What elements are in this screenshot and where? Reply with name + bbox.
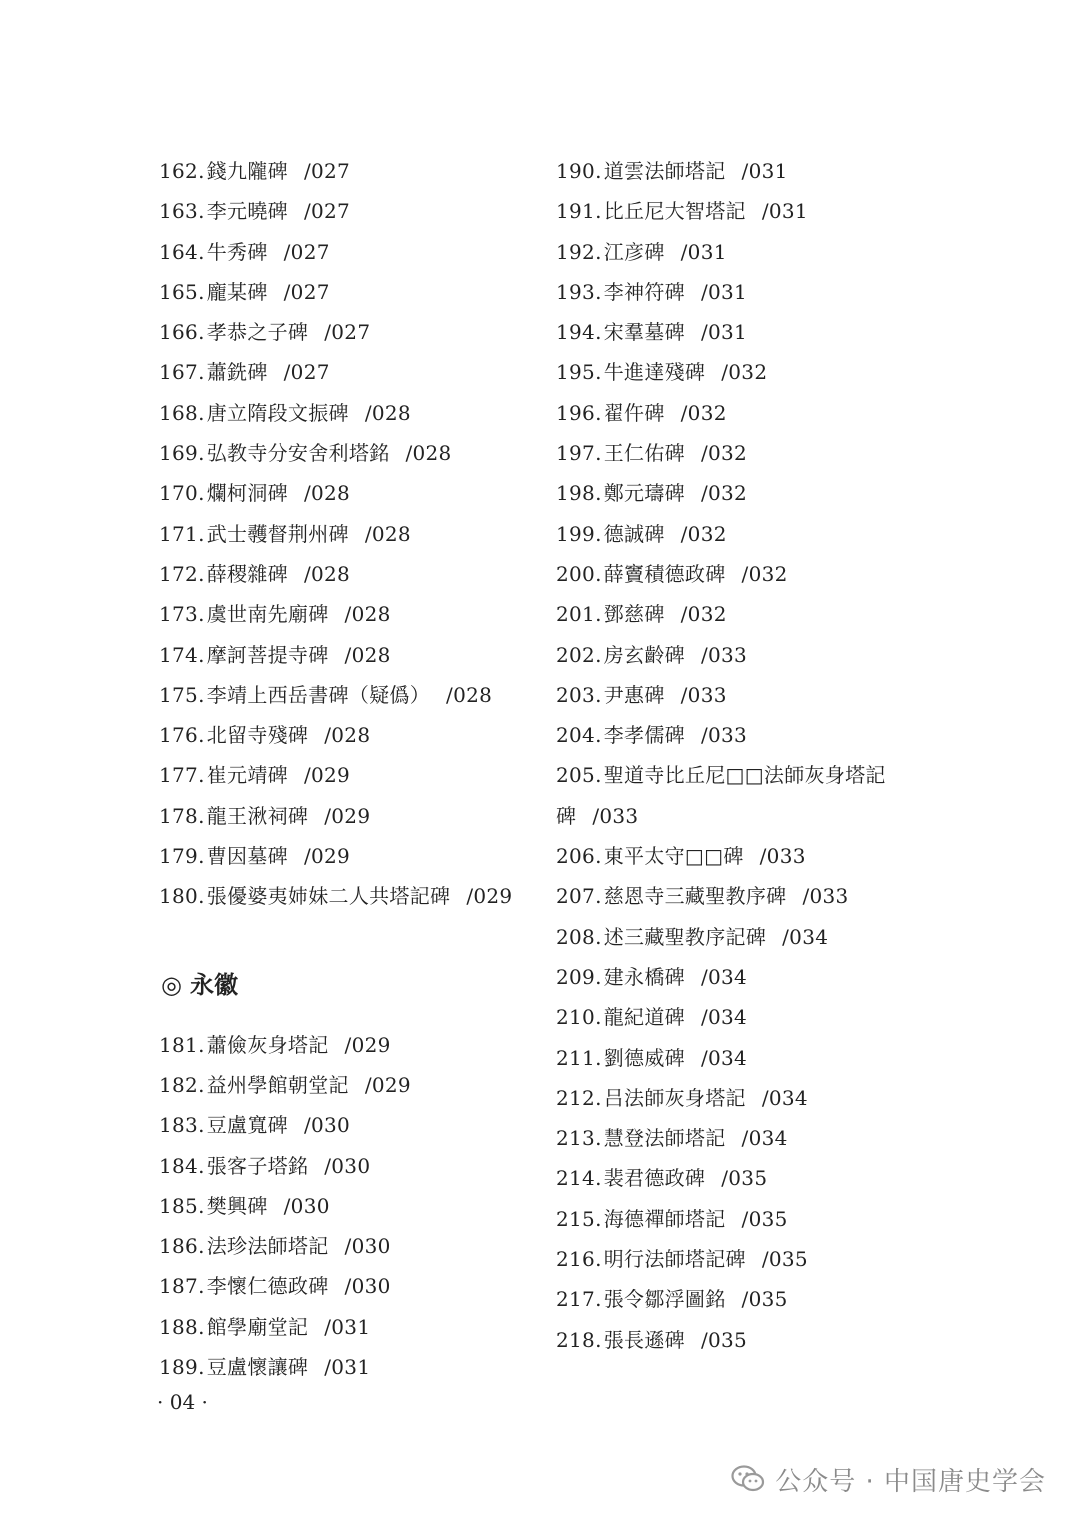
entry-title: 建永橋碑 <box>603 964 685 989</box>
entry-number: 199. <box>556 521 602 546</box>
entry-page: /035 <box>761 1247 808 1272</box>
entry-number: 212. <box>556 1085 602 1110</box>
toc-entry <box>556 878 936 918</box>
entry-title: 薛稷雜碑 <box>206 561 288 586</box>
toc-entry <box>159 354 539 394</box>
entry-page: /032 <box>680 602 727 627</box>
entry-title: 虞世南先廟碑 <box>206 602 329 627</box>
entry-page: /028 <box>364 400 411 425</box>
entry-title: 慧登法師塔記 <box>603 1126 726 1151</box>
entry-page: /032 <box>680 521 727 546</box>
toc-entry <box>159 1188 539 1228</box>
wechat-icon <box>731 1464 765 1494</box>
toc-entry <box>159 878 539 918</box>
section-spacer <box>159 919 539 965</box>
entry-page: /029 <box>466 884 513 909</box>
entry-page: /027 <box>303 159 351 183</box>
entry-page: /035 <box>721 1166 768 1191</box>
entry-title: 爛柯洞碑 <box>206 481 288 506</box>
entry-number: 165. <box>159 279 205 304</box>
entry-title: 錢九隴碑 <box>206 159 288 183</box>
entry-title: 龐某碑 <box>206 279 268 304</box>
entry-page: /031 <box>741 159 788 183</box>
toc-entry <box>159 637 539 677</box>
entry-title: 孝恭之子碑 <box>206 320 309 345</box>
toc-entry <box>159 395 539 435</box>
toc-entry <box>159 1309 539 1349</box>
entry-title: 武士彠督荆州碑 <box>206 521 349 546</box>
toc-entry <box>556 999 936 1039</box>
entry-title: 豆盧懷讓碑 <box>206 1355 309 1380</box>
toc-entry <box>556 153 936 193</box>
entry-title: 李懷仁德政碑 <box>206 1274 329 1299</box>
toc-entry <box>556 596 936 636</box>
entry-number: 208. <box>556 924 602 949</box>
entry-page: /032 <box>700 481 748 506</box>
toc-entry <box>556 717 936 757</box>
entry-number: 190. <box>556 159 602 183</box>
section-heading <box>161 965 539 1027</box>
entry-title: 吕法師灰身塔記 <box>603 1085 746 1110</box>
toc-entry <box>159 1067 539 1107</box>
toc-entry <box>159 596 539 636</box>
entry-number: 195. <box>556 360 602 385</box>
entry-title: 張客子塔銘 <box>206 1153 309 1178</box>
toc-entry <box>556 798 936 838</box>
entry-number: 215. <box>556 1206 602 1231</box>
toc-entry <box>159 314 539 354</box>
entry-list <box>159 1027 539 1390</box>
entry-number: 182. <box>159 1072 205 1097</box>
entry-title: 曹因墓碑 <box>206 844 288 869</box>
toc-entry <box>556 838 936 878</box>
entry-number: 201. <box>556 602 602 627</box>
entry-number: 200. <box>556 561 602 586</box>
toc-entry <box>556 475 936 515</box>
entry-number: 213. <box>556 1126 602 1151</box>
entry-page: /035 <box>700 1327 748 1352</box>
entry-page: /032 <box>680 400 727 425</box>
entry-number: 210. <box>556 1005 602 1030</box>
toc-entry <box>159 757 539 797</box>
entry-number: 175. <box>159 682 205 707</box>
toc-entry <box>556 677 936 717</box>
toc-entry <box>159 193 539 233</box>
entry-page: /033 <box>802 884 849 909</box>
entry-page: /032 <box>700 441 748 466</box>
toc-entry <box>556 274 936 314</box>
watermark <box>731 1458 1046 1500</box>
entry-title: 李元曉碑 <box>206 199 288 224</box>
entry-number: 177. <box>159 763 205 788</box>
toc-entry <box>159 556 539 596</box>
entry-page: /027 <box>283 239 330 264</box>
entry-page: /030 <box>344 1274 391 1299</box>
entry-title: 房玄齡碑 <box>603 642 685 667</box>
toc-entry <box>159 516 539 556</box>
toc-entry <box>556 395 936 435</box>
entry-page: /035 <box>741 1206 788 1231</box>
entry-number: 183. <box>159 1113 205 1138</box>
entry-number: 181. <box>159 1032 205 1057</box>
toc-entry <box>556 1241 936 1281</box>
section-mark: ◎ <box>161 970 182 999</box>
entry-page: /027 <box>324 320 371 345</box>
toc-entry <box>556 637 936 677</box>
entry-page: /034 <box>700 1045 748 1070</box>
toc-entry <box>159 838 539 878</box>
entry-title: 蕭儉灰身塔記 <box>206 1032 329 1057</box>
entry-number: 209. <box>556 964 602 989</box>
entry-title: 道雲法師塔記 <box>603 159 726 183</box>
entry-title: 鄭元璹碑 <box>603 481 685 506</box>
entry-page: /028 <box>344 602 391 627</box>
toc-entry <box>556 556 936 596</box>
entry-number: 170. <box>159 481 205 506</box>
left-column <box>159 153 539 1389</box>
toc-entry <box>159 1349 539 1389</box>
toc-entry <box>159 1148 539 1188</box>
entry-number: 189. <box>159 1355 205 1380</box>
entry-number: 179. <box>159 844 205 869</box>
entry-number: 205. <box>556 763 602 788</box>
entry-number: 176. <box>159 723 205 748</box>
entry-title: 李靖上西岳書碑（疑僞） <box>206 682 431 707</box>
entry-page: /029 <box>364 1072 411 1097</box>
entry-list <box>159 153 539 919</box>
entry-number: 193. <box>556 279 602 304</box>
entry-number: 162. <box>159 159 205 183</box>
entry-title: 牛進達殘碑 <box>603 360 706 385</box>
entry-title: 宋羣墓碑 <box>603 320 685 345</box>
entry-number: 186. <box>159 1234 205 1259</box>
entry-page: /028 <box>324 723 371 748</box>
entry-page: /028 <box>344 642 391 667</box>
watermark-text: 公众号 · 中国唐史学会 <box>775 1466 1046 1497</box>
toc-entry <box>556 234 936 274</box>
toc-entry <box>556 1201 936 1241</box>
toc-entry <box>159 153 539 193</box>
toc-entry <box>556 516 936 556</box>
entry-number: 171. <box>159 521 205 546</box>
toc-entry <box>556 435 936 475</box>
entry-title: 裴君德政碑 <box>603 1166 706 1191</box>
toc-entry <box>159 475 539 515</box>
entry-page: /034 <box>700 1005 748 1030</box>
toc-entry <box>556 959 936 999</box>
entry-page: /033 <box>680 682 727 707</box>
right-column <box>556 153 936 1362</box>
entry-number: 217. <box>556 1287 602 1312</box>
entry-page: /034 <box>761 1085 808 1110</box>
entry-page: /028 <box>446 682 493 707</box>
entry-number: 169. <box>159 441 205 466</box>
toc-entry <box>556 314 936 354</box>
page-number: · 04 · <box>157 1390 208 1414</box>
entry-title: 明行法師塔記碑 <box>603 1247 746 1272</box>
entry-title: 尹惠碑 <box>603 682 665 707</box>
entry-page: /030 <box>303 1113 351 1138</box>
entry-title: 碑 <box>556 803 577 828</box>
entry-page: /029 <box>324 803 371 828</box>
entry-number: 198. <box>556 481 602 506</box>
entry-page: /031 <box>761 199 808 224</box>
section-title: 永徽 <box>189 969 238 999</box>
entry-title: 崔元靖碑 <box>206 763 288 788</box>
toc-entry <box>159 1268 539 1308</box>
entry-title: 弘教寺分安舍利塔銘 <box>206 441 390 466</box>
toc-entry <box>556 1120 936 1160</box>
entry-page: /034 <box>741 1126 788 1151</box>
entry-title: 館學廟堂記 <box>206 1314 309 1339</box>
entry-title: 劉德威碑 <box>603 1045 685 1070</box>
entry-page: /028 <box>405 441 452 466</box>
toc-entry <box>159 798 539 838</box>
toc-entry <box>556 757 936 797</box>
entry-title: 鄧慈碑 <box>603 602 665 627</box>
entry-title: 王仁佑碑 <box>603 441 685 466</box>
toc-entry <box>556 354 936 394</box>
entry-number: 166. <box>159 320 205 345</box>
toc-entry <box>556 1160 936 1200</box>
entry-title: 薛竇積德政碑 <box>603 561 726 586</box>
entry-number: 202. <box>556 642 602 667</box>
entry-number: 218. <box>556 1327 602 1352</box>
toc-entry <box>556 1080 936 1120</box>
entry-number: 172. <box>159 561 205 586</box>
entry-page: /031 <box>700 320 748 345</box>
entry-page: /034 <box>700 964 748 989</box>
entry-page: /030 <box>324 1153 371 1178</box>
entry-number: 178. <box>159 803 205 828</box>
entry-title: 述三藏聖教序記碑 <box>603 924 767 949</box>
entry-number: 211. <box>556 1045 602 1070</box>
entry-page: /030 <box>344 1234 391 1259</box>
entry-number: 163. <box>159 199 205 224</box>
entry-number: 188. <box>159 1314 205 1339</box>
entry-title: 張令鄒浮圖銘 <box>603 1287 726 1312</box>
toc-entry <box>159 677 539 717</box>
entry-number: 180. <box>159 884 205 909</box>
entry-number: 196. <box>556 400 602 425</box>
entry-title: 李神符碑 <box>603 279 685 304</box>
entry-title: 東平太守□□碑 <box>603 844 744 869</box>
toc-entry <box>556 1322 936 1362</box>
toc-entry <box>159 1107 539 1147</box>
entry-number: 214. <box>556 1166 602 1191</box>
entry-page: /027 <box>303 199 351 224</box>
toc-entry <box>556 1281 936 1321</box>
entry-title: 德誠碑 <box>603 521 665 546</box>
entry-title: 慈恩寺三藏聖教序碑 <box>603 884 787 909</box>
entry-number: 197. <box>556 441 602 466</box>
entry-title: 唐立隋段文振碑 <box>206 400 349 425</box>
entry-page: /027 <box>283 279 330 304</box>
entry-title: 張優婆夷姉妹二人共塔記碑 <box>206 884 451 909</box>
entry-page: /029 <box>303 763 351 788</box>
entry-number: 192. <box>556 239 602 264</box>
entry-page: /035 <box>741 1287 788 1312</box>
entry-number: 207. <box>556 884 602 909</box>
entry-title: 龍紀道碑 <box>603 1005 685 1030</box>
entry-title: 北留寺殘碑 <box>206 723 309 748</box>
entry-page: /031 <box>324 1355 371 1380</box>
entry-title: 海德禪師塔記 <box>603 1206 726 1231</box>
entry-page: /031 <box>324 1314 371 1339</box>
toc-entry <box>159 717 539 757</box>
entry-title: 摩訶菩提寺碑 <box>206 642 329 667</box>
entry-title: 比丘尼大智塔記 <box>603 199 746 224</box>
entry-title: 益州學館朝堂記 <box>206 1072 349 1097</box>
entry-page: /033 <box>759 844 806 869</box>
entry-number: 206. <box>556 844 602 869</box>
entry-page: /033 <box>700 642 748 667</box>
entry-list <box>556 153 936 1362</box>
entry-number: 203. <box>556 682 602 707</box>
entry-title: 李孝儒碑 <box>603 723 685 748</box>
entry-page: /032 <box>721 360 768 385</box>
entry-page: /030 <box>283 1193 330 1218</box>
entry-number: 173. <box>159 602 205 627</box>
toc-entry <box>159 435 539 475</box>
entry-page: /028 <box>303 561 351 586</box>
entry-number: 174. <box>159 642 205 667</box>
toc-entry <box>159 234 539 274</box>
entry-number: 185. <box>159 1193 205 1218</box>
toc-entry <box>556 919 936 959</box>
toc-entry <box>159 1228 539 1268</box>
entry-page: /033 <box>592 803 639 828</box>
entry-number: 184. <box>159 1153 205 1178</box>
entry-title: 龍王湫祠碑 <box>206 803 309 828</box>
toc-entry <box>556 193 936 233</box>
entry-page: /031 <box>680 239 727 264</box>
entry-number: 204. <box>556 723 602 748</box>
entry-title: 聖道寺比丘尼□□法師灰身塔記 <box>603 763 886 788</box>
entry-number: 187. <box>159 1274 205 1299</box>
entry-title: 張長遜碑 <box>603 1327 685 1352</box>
entry-title: 豆盧寬碑 <box>206 1113 288 1138</box>
toc-entry <box>556 1040 936 1080</box>
entry-number: 168. <box>159 400 205 425</box>
entry-number: 216. <box>556 1247 602 1272</box>
entry-number: 191. <box>556 199 602 224</box>
entry-page: /031 <box>700 279 748 304</box>
entry-number: 164. <box>159 239 205 264</box>
entry-page: /029 <box>303 844 351 869</box>
entry-number: 194. <box>556 320 602 345</box>
entry-title: 蕭銑碑 <box>206 360 268 385</box>
entry-page: /027 <box>283 360 330 385</box>
entry-page: /028 <box>303 481 351 506</box>
entry-number: 167. <box>159 360 205 385</box>
entry-page: /033 <box>700 723 748 748</box>
entry-title: 法珍法師塔記 <box>206 1234 329 1259</box>
entry-title: 牛秀碑 <box>206 239 268 264</box>
toc-entry <box>159 274 539 314</box>
entry-page: /028 <box>364 521 411 546</box>
toc-entry <box>159 1027 539 1067</box>
entry-title: 樊興碑 <box>206 1193 268 1218</box>
entry-title: 翟仵碑 <box>603 400 665 425</box>
entry-title: 江彦碑 <box>603 239 665 264</box>
entry-page: /034 <box>782 924 829 949</box>
entry-page: /029 <box>344 1032 391 1057</box>
entry-page: /032 <box>741 561 788 586</box>
